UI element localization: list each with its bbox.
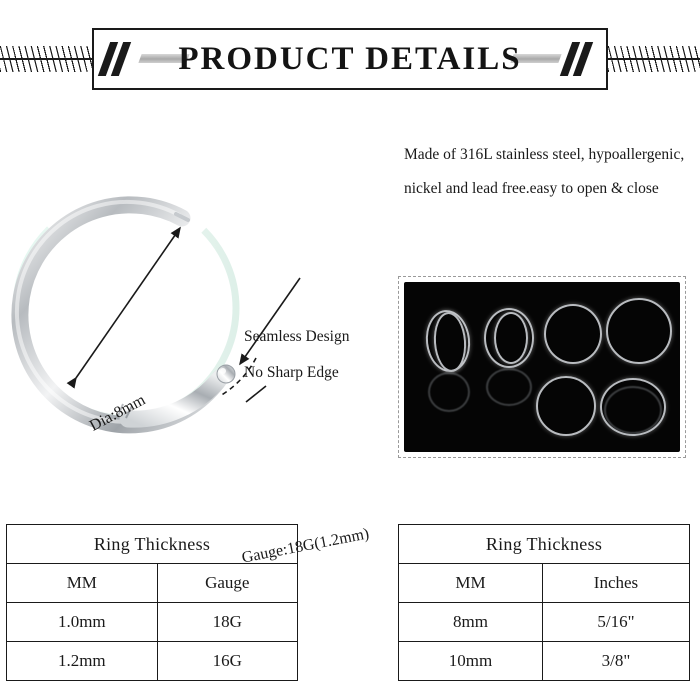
- hoop-diagram-svg: [8, 140, 388, 470]
- product-photo: [404, 282, 680, 452]
- diameter-label: Dia:8mm: [86, 391, 149, 435]
- header-banner: [0, 28, 700, 90]
- table-row: [7, 525, 298, 564]
- ring-reflection: [428, 372, 470, 412]
- gauge-label: Gauge:18G(1.2mm): [240, 525, 371, 567]
- no-sharp-edge-label: No Sharp Edge: [244, 364, 339, 381]
- seamless-design-label: Seamless Design: [244, 328, 350, 345]
- product-photo-panel: [398, 276, 686, 458]
- cell-mm-value: 1.0mm: [7, 603, 158, 642]
- page-title: PRODUCT DETAILS: [178, 41, 522, 77]
- ring-photo-item: [544, 304, 602, 364]
- table-row: [399, 642, 690, 681]
- table-row: [7, 564, 298, 603]
- column-header-mm: MM: [399, 564, 543, 603]
- table-row: [399, 564, 690, 603]
- column-header-gauge: Gauge: [157, 564, 297, 603]
- ring-thickness-table-mm-inches: [398, 524, 690, 681]
- table-row: [399, 603, 690, 642]
- rule-left-decoration: [0, 58, 92, 60]
- ring-photo-item: [494, 312, 528, 364]
- ring-photo-item: [606, 298, 672, 364]
- ring-reflection: [486, 368, 532, 406]
- table-title: Ring Thickness: [399, 525, 690, 564]
- rule-right-decoration: [608, 58, 700, 60]
- cell-gauge-value: 16G: [157, 642, 297, 681]
- cell-mm-value: 8mm: [399, 603, 543, 642]
- ring-photo-item: [536, 376, 596, 436]
- cell-mm-value: 10mm: [399, 642, 543, 681]
- cell-gauge-value: 18G: [157, 603, 297, 642]
- cell-mm-value: 1.2mm: [7, 642, 158, 681]
- column-header-inches: Inches: [542, 564, 689, 603]
- column-header-mm: MM: [7, 564, 158, 603]
- product-description: Made of 316L stainless steel, hypoallergenic, nickel and lead free.easy to open & close: [404, 146, 685, 197]
- table-row: [7, 603, 298, 642]
- ring-thickness-table-mm-gauge: [6, 524, 298, 681]
- cell-inches-value: 3/8": [542, 642, 689, 681]
- cell-inches-value: 5/16": [542, 603, 689, 642]
- table-row: [7, 642, 298, 681]
- table-row: [399, 525, 690, 564]
- table-title: Ring Thickness: [7, 525, 298, 564]
- ring-reflection: [604, 386, 662, 434]
